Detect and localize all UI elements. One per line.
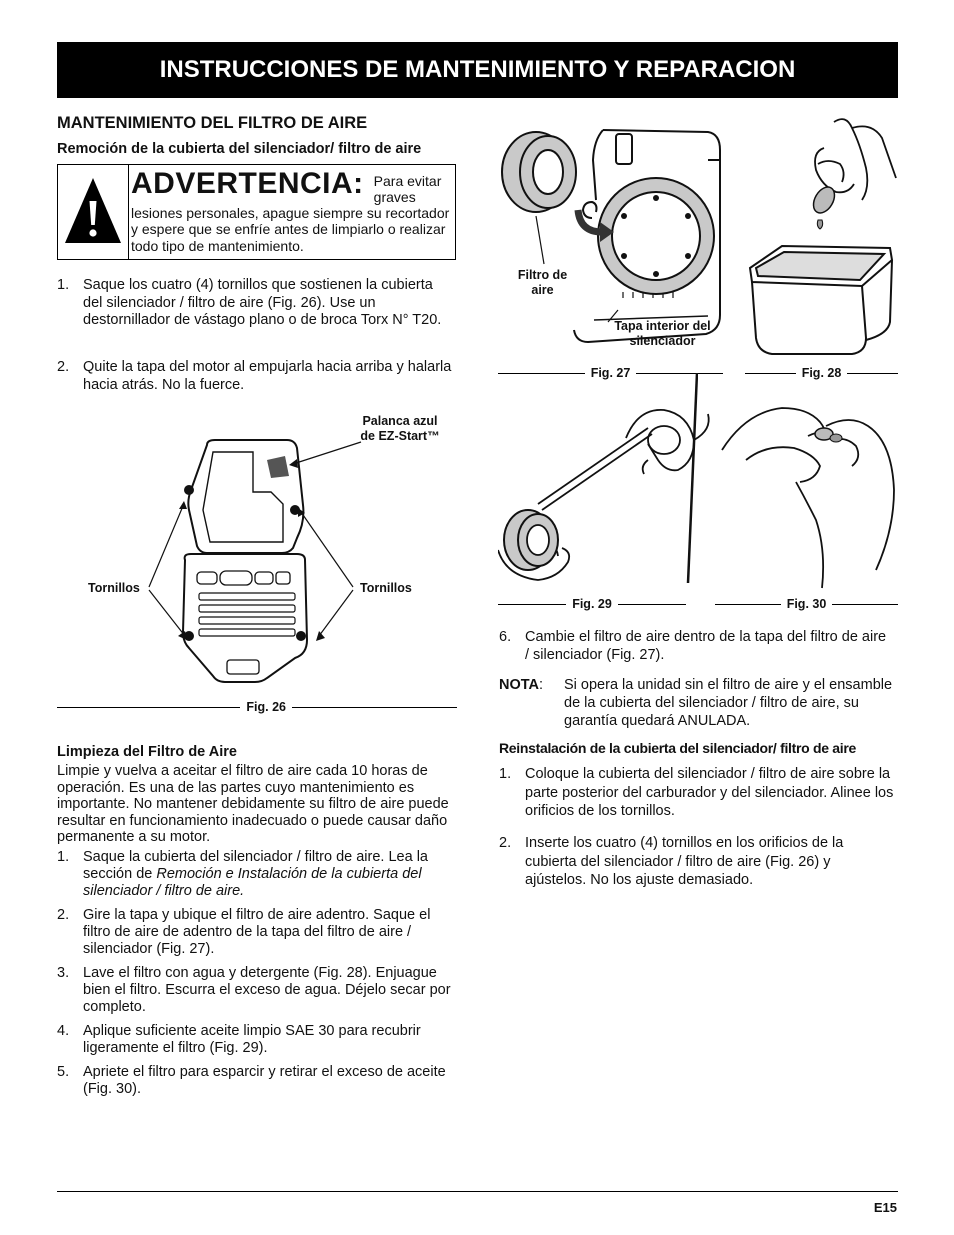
step-number: 4.	[57, 1023, 70, 1039]
note-colon: :	[539, 677, 544, 693]
step-number: 2.	[57, 359, 70, 375]
cleaning-step	[499, 629, 894, 664]
fig27-caption-text: Fig. 27	[590, 366, 631, 380]
removal-step	[57, 359, 452, 394]
fig27-label-cap: Tapa interior del silenciador	[614, 319, 711, 348]
fig28-caption	[745, 366, 898, 380]
fig29-caption-text: Fig. 29	[572, 597, 612, 611]
step-text: Aplique suficiente aceite limpio SAE 30 para recubrir ligeramente el filtro (Fig. 29).	[83, 1023, 421, 1056]
fig26-label-screws-right: Tornillos	[360, 581, 412, 595]
step-text: Lave el filtro con agua y detergente (Fig. 28). Enjuague bien el filtro. Escurra el exceso de agua. Déjelo secar por completo.	[83, 965, 451, 1015]
step-number: 2.	[57, 907, 70, 923]
warning-text	[131, 169, 451, 254]
cleaning-step	[57, 849, 452, 900]
step-number: 1.	[57, 849, 70, 865]
page-header-title: INSTRUCCIONES DE MANTENIMIENTO Y REPARACION	[159, 56, 796, 83]
page-header-banner	[57, 42, 898, 98]
fig26-label-screws-left: Tornillos	[88, 581, 140, 595]
wash-filter-drawing	[742, 108, 898, 358]
warning-text-b: lesiones personales, apague siempre su recortador y espere que se enfríe antes de limpiarlo o realizar todo tipo de mantenimiento.	[131, 205, 450, 254]
step-number: 1.	[57, 277, 70, 293]
step-text: Apriete el filtro para esparcir y retirar el exceso de aceite (Fig. 30).	[83, 1064, 446, 1097]
warning-box	[57, 164, 456, 260]
step-text	[83, 849, 452, 900]
step-text: Gire la tapa y ubique el filtro de aire adentro. Saque el filtro de aire de adentro de la tapa del filtro de aire / silenciador (Fig. 27).	[83, 907, 431, 957]
muffler-cover-drawing	[57, 410, 457, 700]
reinstall-step	[499, 765, 894, 821]
warning-heading: ADVERTENCIA:	[131, 167, 364, 200]
fig28-caption-text: Fig. 28	[801, 366, 842, 380]
fig26-caption-text: Fig. 26	[246, 700, 286, 714]
step-text-italic: Remoción e Instalación de la cubierta del silenciador / filtro de aire.	[83, 866, 422, 899]
fig27-label-filter: Filtro de aire	[517, 268, 568, 297]
cleaning-intro: Limpie y vuelva a aceitar el filtro de aire cada 10 horas de operación. Es una de las partes cuyo mantenimiento es importante. No mantener debidamente su filtro de aire puede resultar en funcionamiento inadecuado o puede causar daño permanente a su motor.	[57, 763, 449, 845]
note-text: Si opera la unidad sin el filtro de aire y el ensamble de la cubierta del silenciador / filtro de aire, su garantía quedará ANULADA.	[564, 677, 893, 729]
step-text-plain: Saque la cubierta del silenciador / filtro de aire. Lea la sección de	[83, 849, 428, 882]
warning-triangle-icon	[58, 165, 129, 259]
squeeze-filter-drawing	[716, 400, 898, 590]
fig30-caption-text: Fig. 30	[786, 597, 827, 611]
cleaning-step	[57, 1064, 452, 1098]
note-label: NOTA	[499, 677, 540, 693]
footer-rule	[57, 1191, 898, 1192]
fig-separator-line	[686, 373, 698, 585]
step-text: Cambie el filtro de aire dentro de la tapa del filtro de aire / silenciador (Fig. 27).	[525, 629, 887, 663]
page-number: E15	[873, 1200, 897, 1215]
step-number: 1.	[499, 766, 512, 782]
step-number: 5.	[57, 1064, 70, 1080]
cleaning-step	[57, 907, 452, 958]
fig26-illustration	[57, 410, 457, 700]
removal-step	[57, 277, 452, 330]
removal-subtitle: Remoción de la cubierta del silenciador/ filtro de aire	[57, 141, 422, 157]
reinstall-step	[499, 834, 894, 890]
note-block	[499, 676, 894, 730]
cleaning-title: Limpieza del Filtro de Aire	[57, 744, 237, 760]
step-text: Coloque la cubierta del silenciador / filtro de aire sobre la parte posterior del carburador y del silenciador. Alinee los orificios de los tornillos.	[525, 766, 894, 819]
cleaning-step	[57, 965, 452, 1016]
cleaning-step	[57, 1023, 452, 1057]
fig30-caption	[715, 597, 898, 611]
step-text: Inserte los cuatro (4) tornillos en los orificios de la cubierta del silenciador / filtro de aire (Fig. 26) y ajústelos. No los ajuste demasiado.	[525, 835, 844, 888]
step-number: 2.	[499, 835, 512, 851]
step-text: Saque los cuatro (4) tornillos que sostienen la cubierta del silenciador / filtro de aire (Fig. 26). Use un destornillador de vástago plano o de broca Torx N° T20.	[83, 277, 442, 328]
step-number: 6.	[499, 629, 512, 645]
fig30-illustration	[716, 400, 898, 590]
fig26-label-lever: Palanca azul de EZ-Start™	[360, 414, 440, 443]
warning-text-a: Para evitar graves	[373, 173, 442, 205]
step-number: 3.	[57, 965, 70, 981]
step-text: Quite la tapa del motor al empujarla hacia arriba y halarla hacia atrás. No la fuerce.	[83, 359, 452, 393]
reinstall-title: Reinstalación de la cubierta del silenciador/ filtro de aire	[499, 740, 857, 756]
fig29-caption	[498, 597, 686, 611]
section-title: MANTENIMIENTO DEL FILTRO DE AIRE	[57, 114, 368, 132]
fig28-illustration	[742, 108, 898, 358]
fig26-caption	[57, 700, 457, 714]
